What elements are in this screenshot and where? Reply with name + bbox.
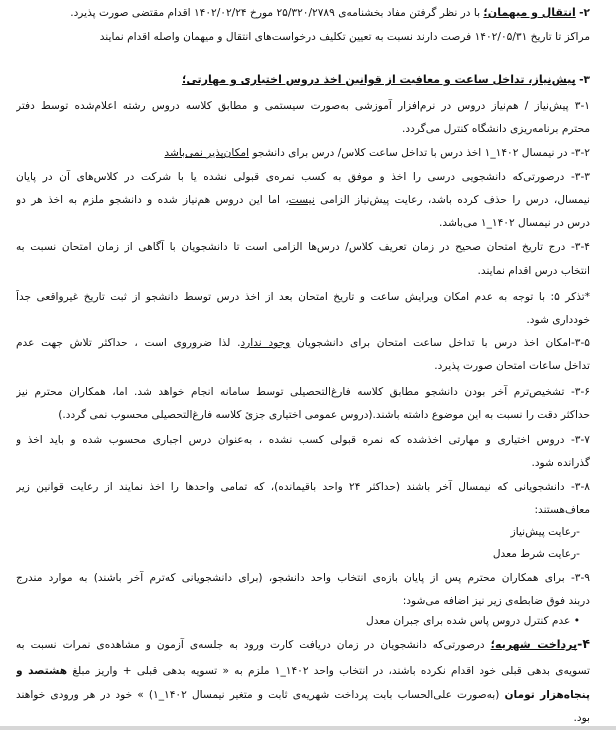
paragraph-3-6-line-2: حداکثر دقت را نسبت به این موضوع داشته باشند.(دروس عمومی اختیاری جزئ کلاسه فارغ‌التحصیلی محسوب نمی گردد.)	[58, 409, 590, 421]
list-item: -رعایت شرط معدل	[492, 548, 580, 560]
bold-amount-text: هشتصد و	[16, 665, 68, 677]
paragraph-3-7-line-2: گذرانده شود.	[531, 457, 590, 469]
paragraph-3-5-line-1	[16, 336, 590, 350]
section-4-line-2	[16, 664, 590, 678]
paragraph-text: (به‌صورت علی‌الحساب بابت پرداخت شهریه‌ی ثابت و متغیر نیمسال ۱۴۰۲_۱) » خود در هر ورودی خواهند	[16, 689, 500, 701]
paragraph-3-7-line-1: ۳-۷- دروس اختیاری و مهارتی اخذشده که نمره قبولی کسب نشده ، به‌عنوان درس اجباری محسوب شده و باید اخذ و	[16, 434, 590, 446]
paragraph-3-9-line-1: ۳-۹- برای همکاران محترم پس از پایان بازه‌ی انتخاب واحد دانشجو، (برای دانشجویانی که‌ترم آخر باشند) به موارد مندرج	[16, 572, 590, 584]
paragraph-3-4-line-2: انتخاب درس اقدام نمایند.	[477, 265, 590, 277]
section-3-heading	[16, 73, 590, 87]
underlined-text: وجود ندارد	[240, 337, 291, 349]
section-4-line-1	[16, 637, 590, 652]
paragraph-3-9-line-2: دربند فوق ضابطه‌ی زیر نیز اضافه می‌شود:	[402, 595, 590, 607]
list-item: -رعایت پیش‌نیاز	[510, 526, 580, 538]
paragraph-text: با در نظر گرفتن مفاد بخشنامه‌ی ۲۵/۳۲۰/۲۷۸۹ مورخ ۱۴۰۲/۰۲/۲۴ اقدام مقتضی صورت پذیرد.	[70, 7, 481, 19]
paragraph-text: . لذا ضروروی است ، حداکثر تلاش جهت عدم	[16, 337, 241, 349]
paragraph-text: تسویه‌ی بدهی قبلی خود اقدام نکرده باشند، در انتخاب واحد ۱۴۰۲_۱ ملزم به « تسویه بدهی قبلی + واریز مبلغ	[72, 665, 590, 677]
bullet-item: • عدم کنترل دروس پاس شده برای جبران معدل	[366, 615, 580, 627]
paragraph-text: ، اما این دروس هم‌نیاز شده و دانشجو ملزم به اخذ هر دو	[16, 194, 289, 206]
section-title: پرداخت شهریه؛	[490, 638, 578, 651]
section-4-line-4: بود.	[573, 712, 590, 724]
paragraph-3-3-line-1: ۳-۳- درصورتی‌که دانشجویی درسی را اخذ و موفق به کسب نمره‌ی قبولی نشده یا با شرکت در کلاس‌های آن در پایان	[16, 171, 590, 183]
paragraph-text: درصورتی‌که دانشجویان در زمان دریافت کارت ورود به جلسه‌ی آزمون و مشاهده‌ی نمرات نسبت به	[16, 639, 485, 651]
section-number: ۳-	[579, 74, 590, 86]
paragraph-3-2	[16, 146, 590, 160]
underlined-text: نیست	[288, 194, 315, 206]
note-5-line-2: خودداری شود.	[526, 314, 590, 326]
note-5-line-1: *تذکر ۵: با توجه به عدم امکان ویرایش ساعت و تاریخ امتحان بعد از اخذ درس توسط دانشجو از ثبت تاریخ غیرواقعی جداً	[16, 291, 590, 303]
section-title: انتقال و میهمان؛	[483, 6, 576, 19]
paragraph-3-8-line-1: ۳-۸- دانشجویانی که نیمسال آخر باشند (حداکثر ۲۴ واحد باقیمانده)، که تمامی واحدها را اخذ نمایند از رعایت قوانین زیر	[16, 481, 590, 493]
paragraph-3-5-line-2: تداخل ساعات امتحان صورت پذیرد.	[434, 360, 590, 372]
paragraph-3-4-line-1: ۳-۴- درج تاریخ امتحان صحیح در زمان تعریف کلاس/ درس‌ها الزامی است تا دانشجویان با آگاهی از زمان امتحان نسبت به	[16, 241, 590, 253]
section-title: پیش‌نیاز، تداخل ساعت و معافیت از قوانین اخذ دروس اختیاری و مهارتی؛	[181, 73, 576, 86]
section-number: ۴-	[577, 637, 590, 651]
paragraph-3-3-line-2	[16, 193, 590, 207]
paragraph-3-1-line-2: محترم برنامه‌ریزی دانشگاه کنترل می‌گردد.	[402, 123, 590, 135]
paragraph-3-3-line-3: درس در نیمسال ۱۴۰۲_۱ می‌باشد.	[439, 217, 590, 229]
underlined-text: امکان‌پذیر نمی‌باشد	[164, 147, 250, 159]
section-4-line-3	[16, 688, 590, 702]
bold-amount-text: پنجاه‌هزار تومان	[504, 689, 590, 701]
paragraph-text: نیمسال، درس را حذف کرده باشد، رعایت پیش‌نیاز الزامی	[320, 194, 590, 206]
section-number: ۲-	[579, 7, 590, 19]
paragraph-text: ۳-۲- در نیمسال ۱۴۰۲_۱ اخذ درس با تداخل ساعت کلاس/ درس برای دانشجو	[252, 147, 590, 159]
section-2-line-2: مراکز تا تاریخ ۱۴۰۲/۰۵/۳۱ فرصت دارند نسبت به تعیین تکلیف درخواست‌های انتقال و میهمان واصله اقدام نمایند	[99, 31, 590, 43]
page-bottom-edge	[0, 726, 616, 730]
paragraph-text: ۳-۵-امکان اخذ درس با تداخل ساعت امتحان برای دانشجویان	[297, 337, 590, 349]
section-2-line-1	[16, 6, 590, 20]
paragraph-3-6-line-1: ۳-۶- تشخیص‌ترم آخر بودن دانشجو مطابق کلاسه فارغ‌التحصیلی توسط سامانه انجام خواهد شد. اما، همکاران محترم نیز	[16, 386, 590, 398]
paragraph-3-1-line-1: ۳-۱ پیش‌نیاز / هم‌نیاز دروس در نرم‌افزار آموزشی به‌صورت سیستمی و مطابق کلاسه دروس رشته اعلام‌شده توسط دفتر	[16, 100, 590, 112]
paragraph-3-8-line-2: معاف‌هستند:	[534, 504, 590, 516]
